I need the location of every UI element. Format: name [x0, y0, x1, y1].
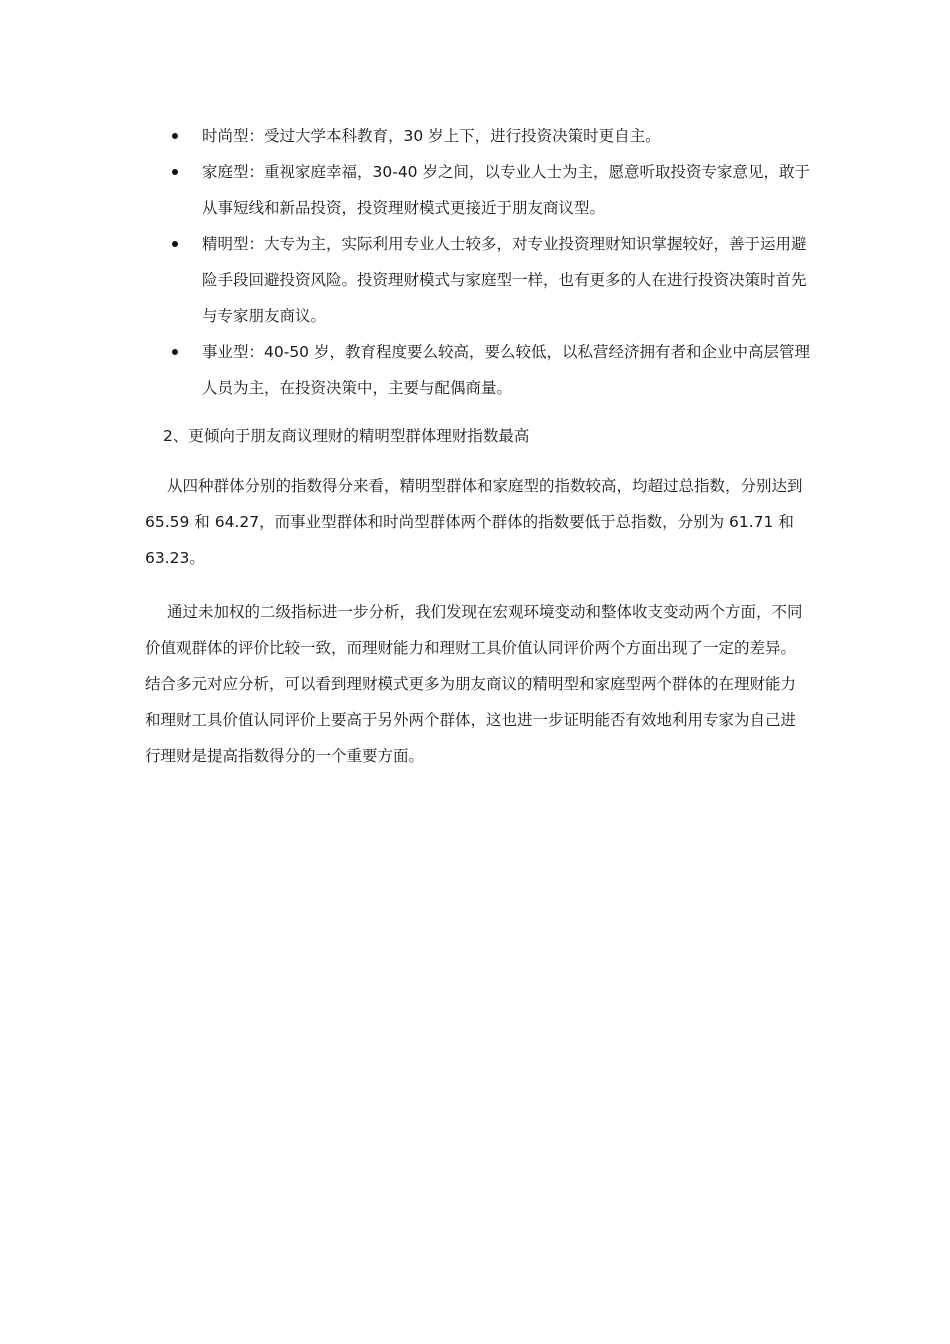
- section-heading: 2、更倾向于朋友商议理财的精明型群体理财指数最高: [163, 427, 530, 445]
- list-item-text: 时尚型：受过大学本科教育，30 岁上下，进行投资决策时更自主。: [202, 127, 661, 145]
- list-item-text: 家庭型：重视家庭幸福，30-40 岁之间，以专业人士为主，愿意听取投资专家意见，敢于从事短线和新品投资，投资理财模式更接近于朋友商议型。: [202, 163, 810, 217]
- paragraph-analysis: 通过未加权的二级指标进一步分析，我们发现在宏观环境变动和整体收支变动两个方面，不同价值观群体的评价比较一致，而理财能力和理财工具价值认同评价两个方面出现了一定的差异。结合多元对应分析，可以看到理财模式更多为朋友商议的精明型和家庭型两个群体的在理财能力和理财工具价值认同评价上要高于另外两个群体，这也进一步证明能否有效地利用专家为自己进行理财是提高指数得分的一个重要方面。: [145, 603, 803, 765]
- list-item-career-type: [145, 334, 810, 406]
- bullet-icon: [172, 133, 178, 139]
- list-item-family-type: [145, 154, 810, 226]
- bullet-icon: [172, 169, 178, 175]
- list-item-fashion-type: [145, 118, 810, 154]
- document-body: [145, 118, 810, 790]
- bullet-icon: [172, 349, 178, 355]
- list-item-text: 精明型：大专为主，实际利用专业人士较多，对专业投资理财知识掌握较好，善于运用避险手段回避投资风险。投资理财模式与家庭型一样，也有更多的人在进行投资决策时首先与专家朋友商议。: [202, 235, 807, 325]
- investor-type-list: [145, 118, 810, 406]
- list-item-text: 事业型：40-50 岁，教育程度要么较高，要么较低，以私营经济拥有者和企业中高层管理人员为主，在投资决策中，主要与配偶商量。: [202, 343, 810, 397]
- list-item-shrewd-type: [145, 226, 810, 334]
- bullet-icon: [172, 241, 178, 247]
- paragraph-index-scores: 从四种群体分别的指数得分来看，精明型群体和家庭型的指数较高，均超过总指数，分别达到 65.59 和 64.27，而事业型群体和时尚型群体两个群体的指数要低于总指数，分别为 61.71 和 63.23。: [145, 477, 803, 567]
